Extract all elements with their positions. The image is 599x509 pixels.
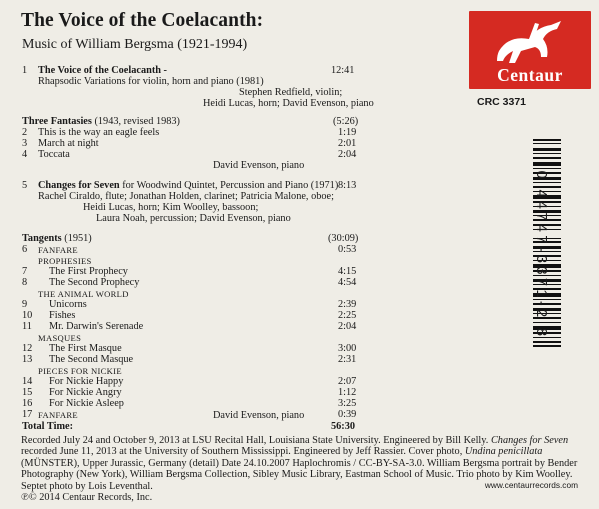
track-title: This is the way an eagle feels: [38, 127, 160, 138]
track-title: Changes for Seven: [38, 180, 120, 191]
track-number: 9: [22, 299, 28, 310]
catalog-number: CRC 3371: [477, 96, 527, 108]
centaur-emblem-icon: [491, 17, 569, 69]
work-title: Tangents: [22, 233, 62, 244]
track-title: For Nickie Asleep: [49, 398, 124, 409]
track-duration: 1:19: [338, 127, 357, 138]
track-duration: 2:04: [338, 321, 357, 332]
track-title: The Second Masque: [49, 354, 134, 365]
track-duration: 12:41: [331, 65, 355, 76]
credits-text: Recorded July 24 and October 9, 2013 at LSU Recital Hall, Louisiana State University. Engineered by Bill Kelly.: [21, 435, 489, 446]
work-title: Three Fantasies: [22, 116, 92, 127]
track-title: For Nickie Angry: [49, 387, 122, 398]
track-subtitle: for Woodwind Quintet, Percussion and Piano (1971): [119, 180, 339, 191]
track-title: For Nickie Happy: [49, 376, 124, 387]
performers: Stephen Redfield, violin;: [239, 87, 343, 98]
movement-group: PROPHESIES: [38, 256, 92, 266]
track-number: 7: [22, 266, 28, 277]
track-number: 2: [22, 127, 28, 138]
track-duration: 2:31: [338, 354, 357, 365]
credits-text: recorded June 11, 2013 at the University of Southern Mississippi. Engineered by Jeff Rassier. Cover photo,: [21, 446, 463, 458]
track-number: 6: [22, 244, 28, 255]
performers: Laura Noah, percussion; David Evenson, piano: [96, 213, 291, 224]
track-number: 1: [22, 65, 28, 76]
copyright: ℗© 2014 Centaur Records, Inc.: [21, 492, 153, 504]
track-title: FANFARE: [38, 245, 78, 255]
total-time-label: Total Time:: [22, 421, 74, 432]
barcode-digits: 0 44747-3371-2 8: [533, 170, 549, 340]
work-total: (5:26): [333, 116, 359, 127]
track-duration: 2:07: [338, 376, 357, 387]
credits-text: (MÜNSTER), Upper Jurassic, Germany (detail) Date 24.10.2007 Haplochromis / CC-BY-SA-3.0. William Bergsma portrait by Bender Photography (New York), William Bergsma Collection, Sibley Music Library, Eastman School of Music. Trio photo by Kim Woolley. Septet photo by Lois Leventhal.: [21, 457, 578, 492]
performers: Rachel Ciraldo, flute; Jonathan Holden, clarinet; Patricia Malone, oboe;: [38, 191, 334, 202]
track-number: 8: [22, 277, 28, 288]
recording-credits: [21, 435, 593, 503]
track-number: 5: [22, 180, 28, 191]
track-duration: 4:54: [338, 277, 357, 288]
centaur-logo: [469, 11, 591, 89]
track-title: March at night: [38, 138, 99, 149]
track-duration: 3:00: [338, 343, 357, 354]
performers: David Evenson, piano: [213, 410, 305, 421]
credits-work-title: Changes for Seven: [490, 435, 569, 446]
movement-group: THE ANIMAL WORLD: [38, 289, 129, 299]
track-duration: 2:25: [338, 310, 357, 321]
track-number: 17: [22, 409, 33, 420]
track-number: 11: [22, 321, 32, 332]
track-duration: 1:12: [338, 387, 357, 398]
credits-species: Undina penicillata: [464, 446, 543, 458]
track-title: The First Prophecy: [49, 266, 128, 277]
logo-wordmark: Centaur: [497, 65, 563, 85]
track-title: The Voice of the Coelacanth -: [38, 65, 167, 76]
website-url: www.centaurrecords.com: [484, 480, 578, 490]
track-number: 13: [22, 354, 33, 365]
album-subtitle: Music of William Bergsma (1921-1994): [22, 37, 248, 52]
work-total: (30:09): [328, 233, 359, 244]
performers: Heidi Lucas, horn; David Evenson, piano: [203, 98, 374, 109]
track-number: 3: [22, 138, 28, 149]
track-number: 10: [22, 310, 33, 321]
track-title: FANFARE: [38, 410, 78, 420]
track-title: Unicorns: [49, 299, 87, 310]
track-subtitle: Rhapsodic Variations for violin, horn and piano (1981): [38, 76, 264, 87]
work-heading: [22, 233, 92, 244]
track-duration: 0:53: [338, 244, 357, 255]
track-duration: 2:04: [338, 149, 357, 160]
track-title: The First Masque: [49, 343, 122, 354]
movement-group: PIECES FOR NICKIE: [38, 366, 122, 376]
track-number: 4: [22, 149, 28, 160]
work-dates: (1943, revised 1983): [94, 116, 180, 127]
track-duration: 3:25: [338, 398, 357, 409]
track-duration: 8:13: [338, 180, 357, 191]
track-duration: 4:15: [338, 266, 357, 277]
performers: Heidi Lucas, horn; Kim Woolley, bassoon;: [83, 202, 259, 213]
work-dates: (1951): [64, 233, 92, 244]
performers: David Evenson, piano: [213, 160, 305, 171]
track-duration: 2:39: [338, 299, 357, 310]
work-heading: [22, 116, 180, 127]
movement-group: MASQUES: [38, 333, 82, 343]
track-number: 14: [22, 376, 33, 387]
track-title-line: [38, 180, 338, 191]
album-title: The Voice of the Coelacanth:: [21, 10, 264, 31]
track-title: The Second Prophecy: [49, 277, 140, 288]
track-duration: 2:01: [338, 138, 357, 149]
track-number: 16: [22, 398, 33, 409]
track-duration: 0:39: [338, 409, 357, 420]
track-title: Fishes: [49, 310, 76, 321]
track-title: Toccata: [38, 149, 70, 160]
total-time: 56:30: [331, 421, 356, 432]
track-number: 12: [22, 343, 33, 354]
track-number: 15: [22, 387, 33, 398]
track-title: Mr. Darwin's Serenade: [49, 321, 144, 332]
